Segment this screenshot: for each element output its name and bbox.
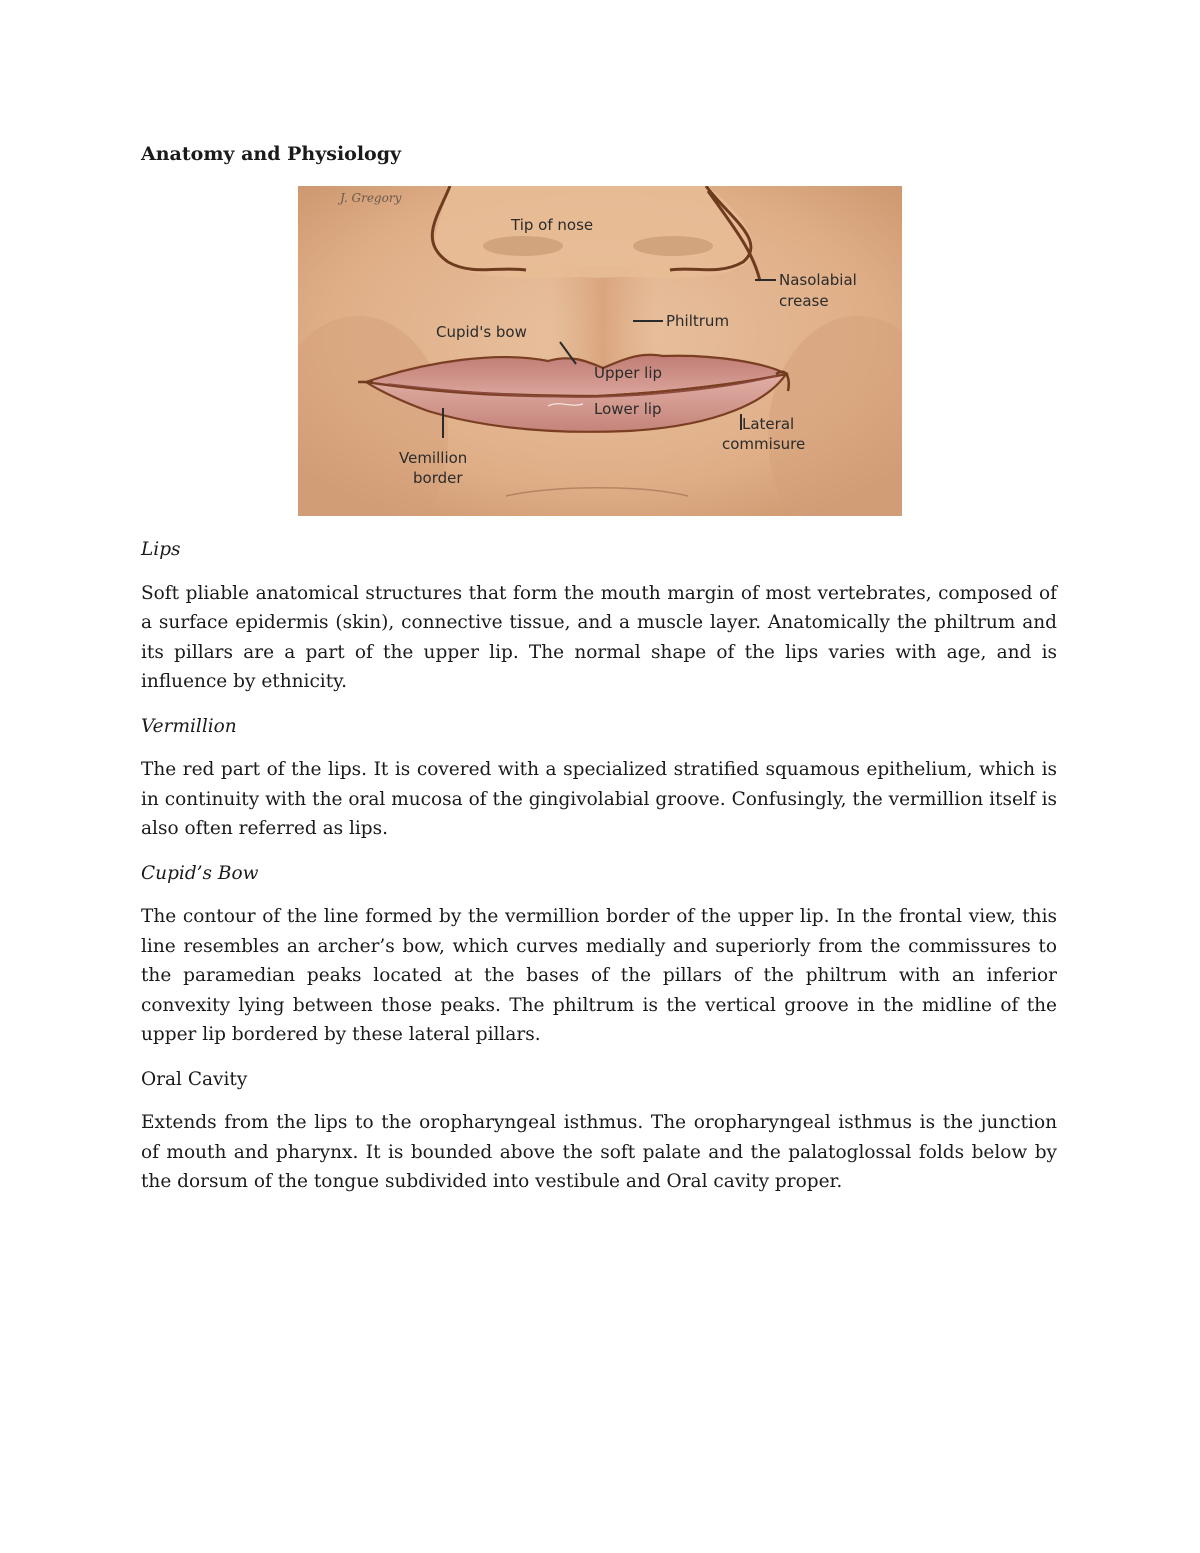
illustrator-signature: J. Gregory xyxy=(340,191,402,205)
section-heading-lips: Lips xyxy=(141,539,181,560)
label-philtrum: Philtrum xyxy=(666,312,730,330)
label-lateral-line2: commisure xyxy=(722,435,806,453)
section-heading-vermillion: Vermillion xyxy=(141,715,237,737)
section-text-cupids-bow: The contour of the line formed by the vermillion border of the upper lip. In the frontal view, this line resembles an archer’s bow, which curves medially and superiorly from the commissures to the paramedian peaks located at the bases of the pillars of the philtrum with an inferior convexity lying between those peaks. The philtrum is the vertical groove in the midline of the upper lip bordered by these lateral pillars. xyxy=(141,906,1057,1045)
label-nasolabial-line1: Nasolabial xyxy=(779,271,857,289)
section-text-oral-cavity: Extends from the lips to the oropharyngeal isthmus. The oropharyngeal isthmus is the junction of mouth and pharynx. It is bounded above the soft palate and the palatoglossal folds below by the dorsum of the tongue subdivided into vestibule and Oral cavity proper. xyxy=(141,1112,1057,1192)
label-nasolabial-line2: crease xyxy=(779,292,829,310)
section-heading-cupids-bow: Cupid’s Bow xyxy=(141,862,259,884)
label-vermillion-line2: border xyxy=(413,469,463,487)
label-vermillion-line1: Vemillion xyxy=(399,449,468,467)
label-lateral-line1: Lateral xyxy=(742,415,795,433)
lips-anatomy-illustration xyxy=(298,186,902,516)
label-tip-of-nose: Tip of nose xyxy=(511,216,594,234)
section-text-lips: Soft pliable anatomical structures that form the mouth margin of most vertebrates, composed of a surface epidermis (skin), connective tissue, and a muscle layer. Anatomically the philtrum and its pillars are a part of the upper lip. The normal shape of the lips varies with age, and is influence by ethnicity. xyxy=(141,582,1057,692)
label-cupids-bow: Cupid's bow xyxy=(436,323,527,341)
document-title: Anatomy and Physiology xyxy=(141,143,402,165)
document-body xyxy=(141,535,1057,1212)
nose-tip xyxy=(435,186,753,278)
section-text-vermillion: The red part of the lips. It is covered with a specialized stratified squamous epithelium, which is in continuity with the oral mucosa of the gingivolabial groove. Confusingly, the vermillion itself is also often referred as lips. xyxy=(141,759,1057,839)
section-heading-oral-cavity: Oral Cavity xyxy=(141,1068,248,1090)
label-upper-lip: Upper lip xyxy=(594,364,663,382)
label-lower-lip: Lower lip xyxy=(594,400,662,418)
lips-anatomy-figure xyxy=(298,186,902,516)
